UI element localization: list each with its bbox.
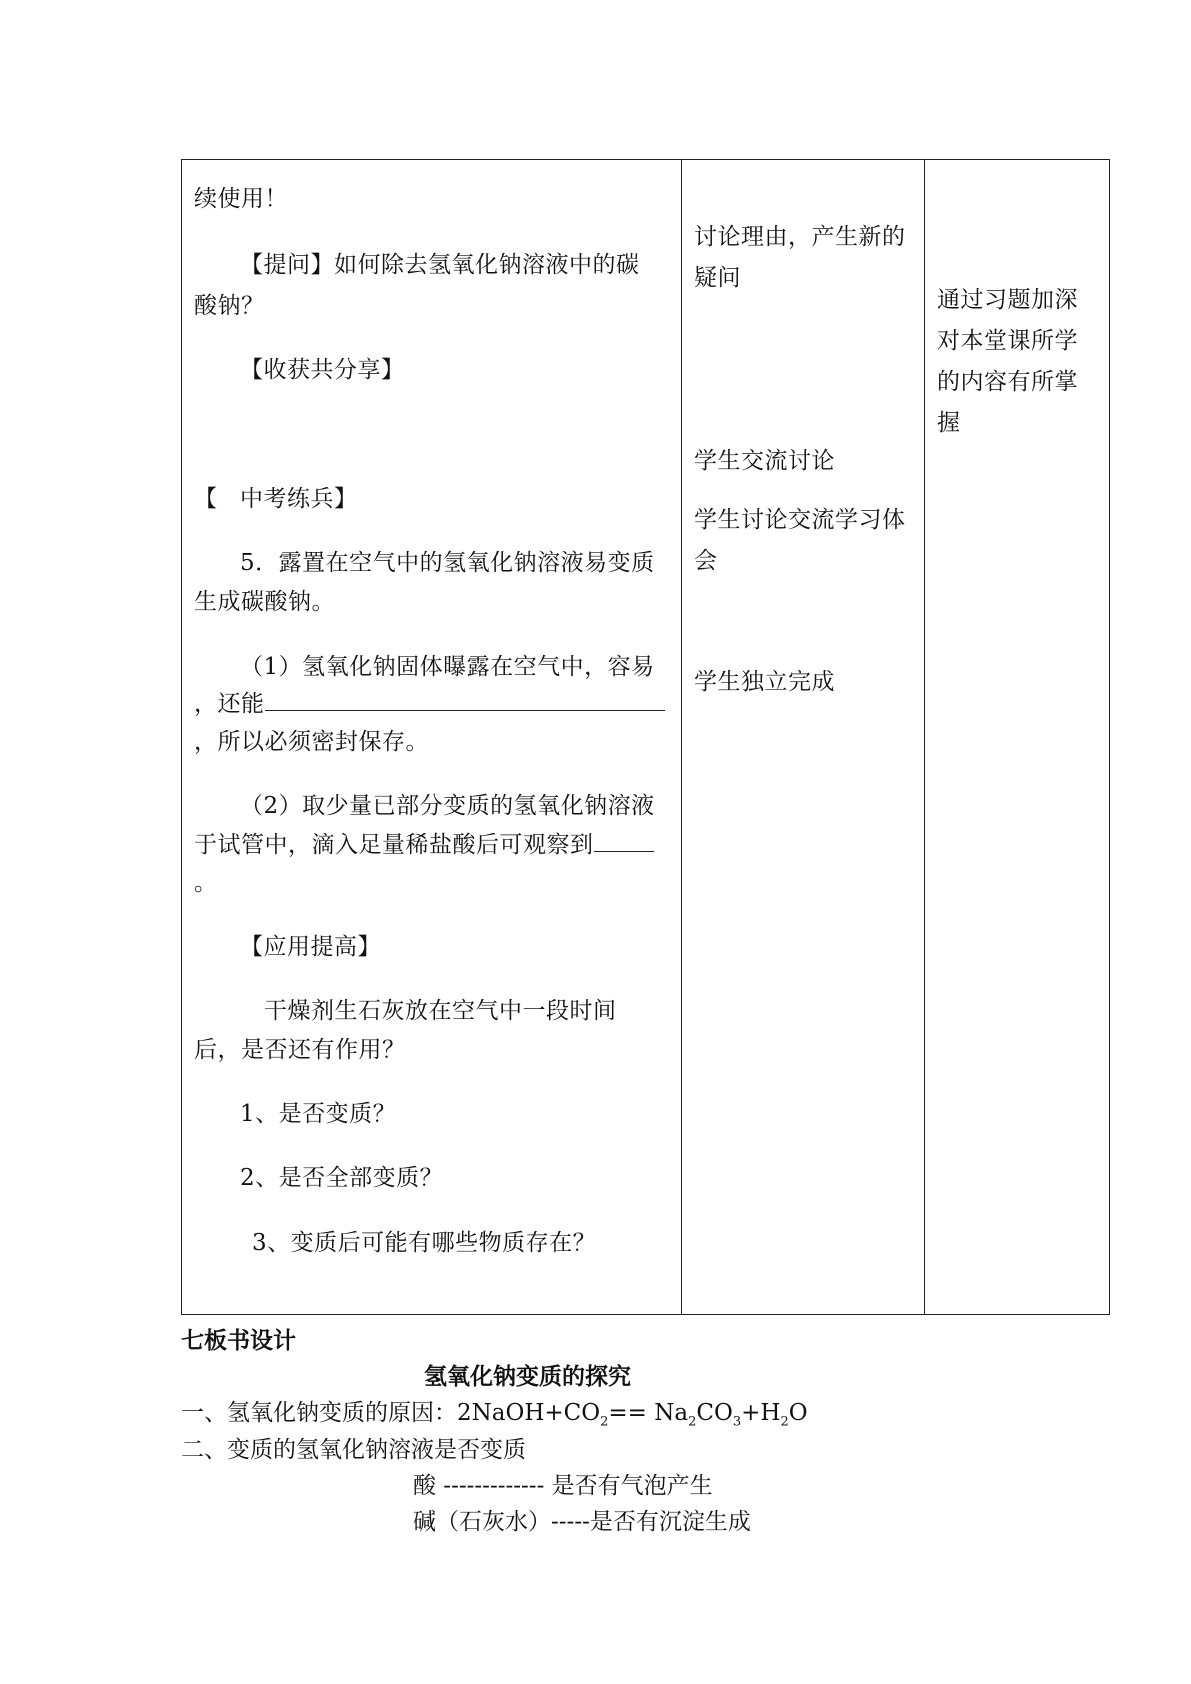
apply-question: 1、是否变质？ bbox=[240, 1101, 397, 1127]
student-activity: 学生讨论交流学习体 bbox=[694, 507, 906, 533]
text-line: 续使用！ bbox=[194, 186, 288, 212]
formula-text: CO bbox=[696, 1400, 733, 1426]
answer-blank bbox=[594, 829, 654, 852]
formula-subscript: 2 bbox=[780, 1414, 789, 1430]
formula-text: == Na bbox=[608, 1400, 689, 1426]
question-line: 【提问】如何除去氢氧化钠溶液中的碳 bbox=[240, 252, 640, 278]
section-exam-bracket: 【 bbox=[194, 486, 218, 512]
apply-line: 干燥剂生石灰放在空气中一段时间 bbox=[264, 998, 617, 1024]
formula-text: O bbox=[788, 1400, 808, 1426]
exercise-text: 于试管中，滴入足量稀盐酸后可观察到 bbox=[194, 832, 594, 858]
exercise-line: 5．露置在空气中的氢氧化钠溶液易变质 bbox=[240, 550, 655, 576]
student-activity: 会 bbox=[694, 548, 718, 574]
formula-subscript: 3 bbox=[732, 1414, 742, 1430]
exercise-line bbox=[194, 683, 665, 725]
exercise-line: 。 bbox=[194, 870, 218, 896]
column-divider bbox=[681, 160, 682, 1314]
apply-question: 3、变质后可能有哪些物质存在？ bbox=[252, 1230, 597, 1256]
purpose-line: 的内容有所掌 bbox=[937, 369, 1078, 395]
answer-blank bbox=[265, 688, 665, 711]
lesson-table bbox=[181, 159, 1110, 1315]
student-activity: 学生交流讨论 bbox=[694, 448, 835, 474]
student-activity: 疑问 bbox=[694, 265, 741, 291]
exercise-line: （2）取少量已部分变质的氢氧化钠溶液 bbox=[240, 793, 655, 819]
formula-text: 一、氢氧化钠变质的原因：2NaOH+CO bbox=[181, 1400, 601, 1426]
board-line-check: 二、变质的氢氧化钠溶液是否变质 bbox=[181, 1437, 526, 1463]
student-activity: 学生独立完成 bbox=[694, 669, 835, 695]
board-title: 氢氧化钠变质的探究 bbox=[424, 1363, 631, 1390]
formula-text: +H bbox=[741, 1400, 781, 1426]
section-exam-title: 中考练兵】 bbox=[240, 486, 358, 512]
board-heading: 七板书设计 bbox=[181, 1327, 296, 1354]
purpose-line: 握 bbox=[937, 410, 961, 436]
section-apply: 【应用提高】 bbox=[240, 934, 381, 960]
exercise-line: 生成碳酸钠。 bbox=[194, 589, 335, 615]
question-line: 酸钠？ bbox=[194, 293, 265, 319]
purpose-line: 对本堂课所学 bbox=[937, 328, 1078, 354]
board-line-base: 碱（石灰水）-----是否有沉淀生成 bbox=[413, 1509, 751, 1535]
student-activity: 讨论理由，产生新的 bbox=[694, 224, 906, 250]
exercise-line: ，所以必须密封保存。 bbox=[194, 729, 429, 755]
exercise-line bbox=[194, 824, 654, 866]
apply-question: 2、是否全部变质？ bbox=[240, 1165, 444, 1191]
apply-line: 后，是否还有作用？ bbox=[194, 1037, 406, 1063]
purpose-line: 通过习题加深 bbox=[937, 287, 1078, 313]
exercise-line: （1）氢氧化钠固体曝露在空气中，容易 bbox=[240, 654, 655, 680]
formula-subscript: 2 bbox=[600, 1414, 609, 1430]
column-divider bbox=[924, 160, 925, 1314]
board-line-cause bbox=[181, 1394, 808, 1430]
section-harvest: 【收获共分享】 bbox=[240, 357, 405, 383]
exercise-prefix: ，还能 bbox=[194, 691, 265, 717]
board-line-acid: 酸 ------------- 是否有气泡产生 bbox=[413, 1473, 713, 1499]
formula-subscript: 2 bbox=[688, 1414, 697, 1430]
